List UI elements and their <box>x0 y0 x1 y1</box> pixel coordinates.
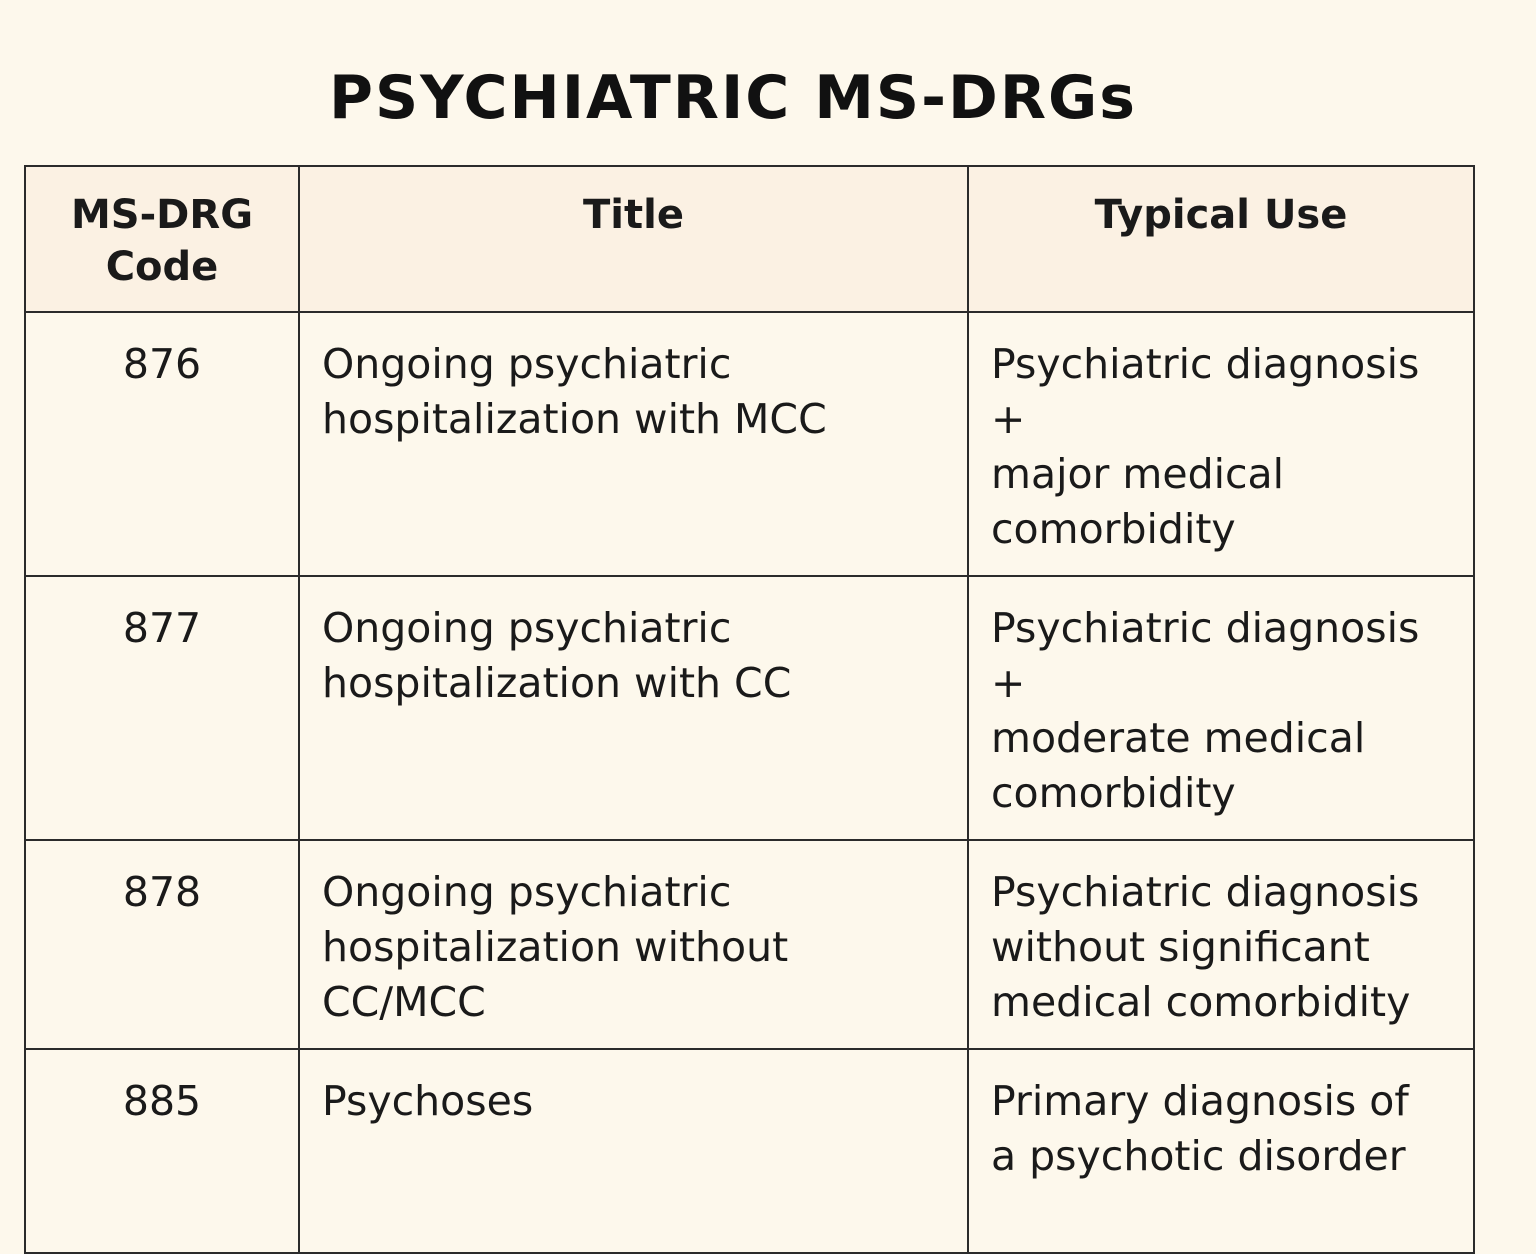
table-header-row <box>25 166 1474 312</box>
column-header-typical-use: Typical Use <box>968 166 1474 312</box>
table-row <box>25 312 1474 576</box>
table-row <box>25 1049 1474 1253</box>
cell-title: Ongoing psychiatric hospitalization with MCC <box>299 312 968 576</box>
cell-title: Ongoing psychiatric hospitalization with CC <box>299 576 968 840</box>
cell-typical-use: Psychiatric diagnosis + major medical comorbidity <box>968 312 1474 576</box>
page-title: PSYCHIATRIC MS-DRGs <box>328 63 1137 133</box>
cell-code: 877 <box>25 576 299 840</box>
cell-typical-use: Psychiatric diagnosis + moderate medical comorbidity <box>968 576 1474 840</box>
cell-title: Ongoing psychiatric hospitalization without CC/MCC <box>299 840 968 1049</box>
cell-typical-use: Primary diagnosis of a psychotic disorder <box>968 1049 1474 1253</box>
table-row <box>25 576 1474 840</box>
cell-code: 876 <box>25 312 299 576</box>
cell-title: Psychoses <box>299 1049 968 1253</box>
cell-code: 878 <box>25 840 299 1049</box>
cell-code: 885 <box>25 1049 299 1253</box>
cell-typical-use: Psychiatric diagnosis without significant medical comorbidity <box>968 840 1474 1049</box>
column-header-code: MS-DRG Code <box>25 166 299 312</box>
column-header-title: Title <box>299 166 968 312</box>
table-row <box>25 840 1474 1049</box>
ms-drg-table <box>24 165 1475 1254</box>
